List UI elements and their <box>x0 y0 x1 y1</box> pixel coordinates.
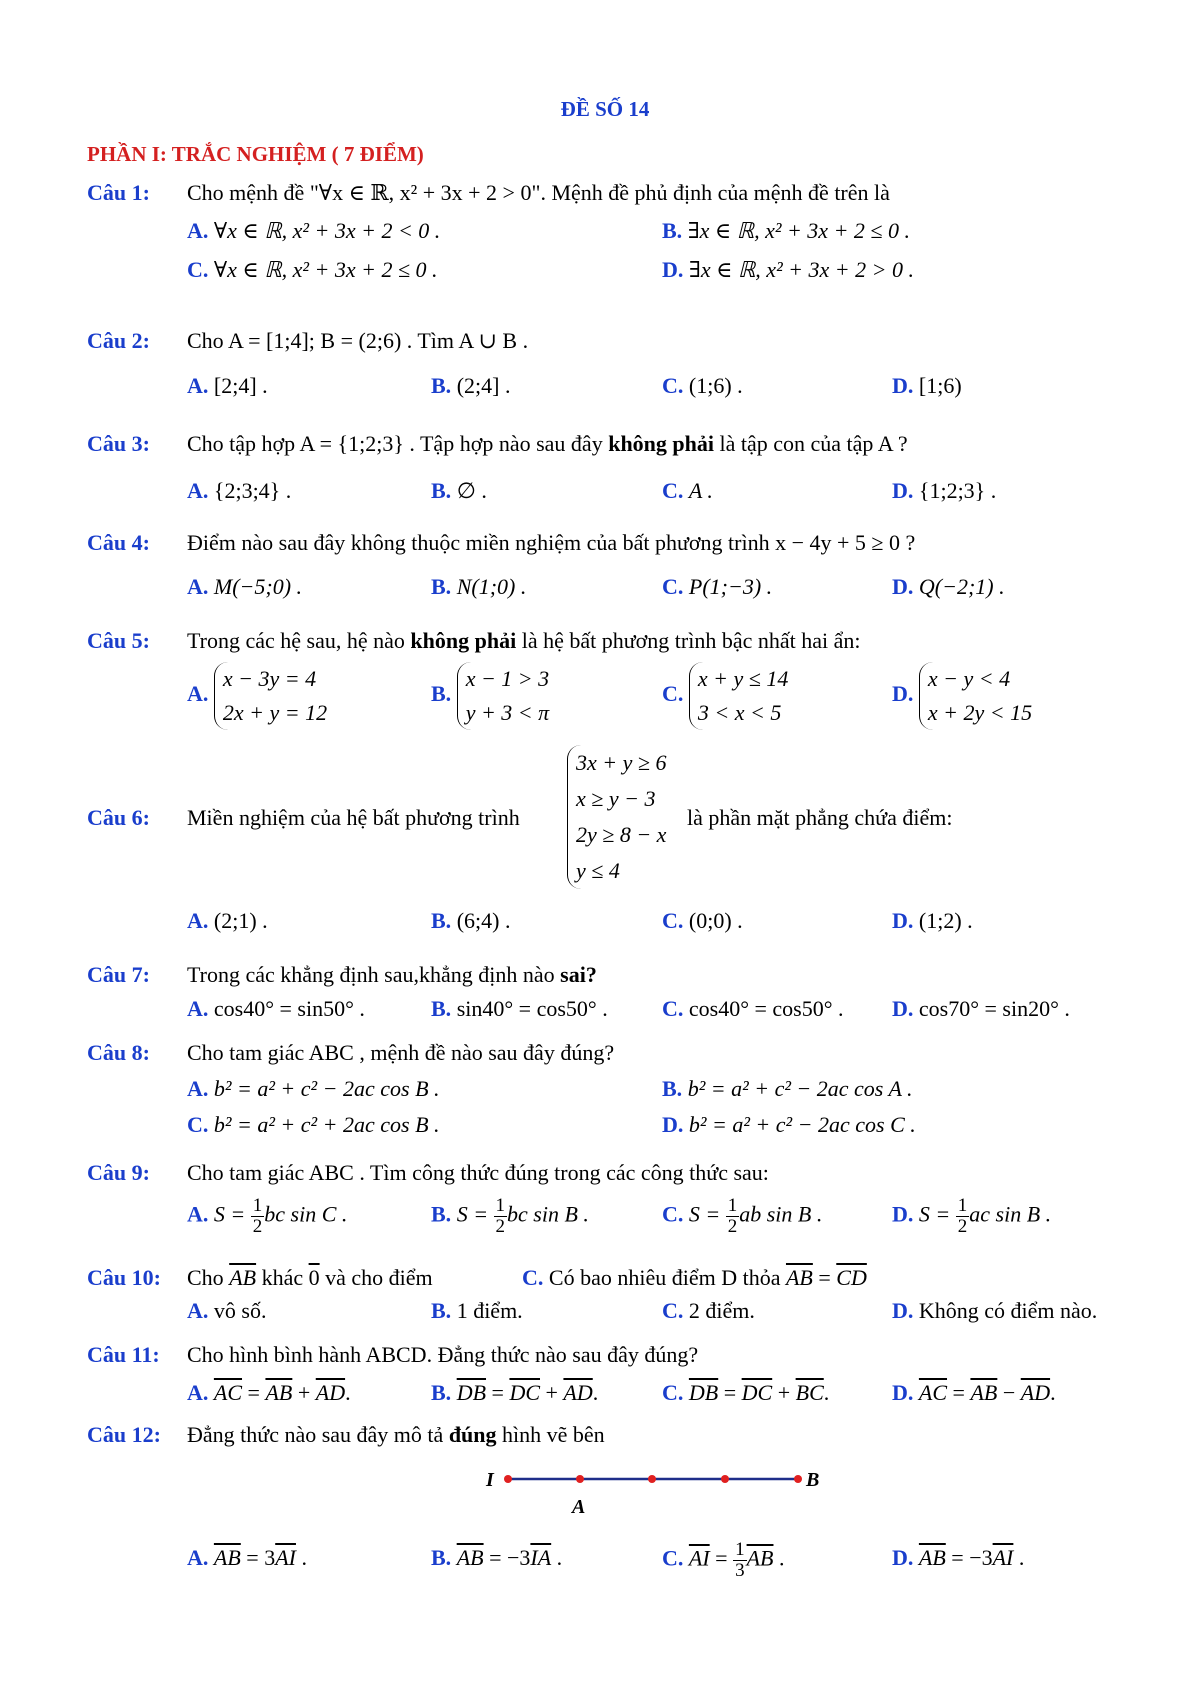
option-b[interactable]: B. sin40° = cos50° . <box>431 996 608 1021</box>
question-label: Câu 9: <box>87 1160 150 1185</box>
option-a[interactable]: A. ∀x ∈ ℝ, x² + 3x + 2 < 0 . <box>187 218 441 243</box>
option-a[interactable]: A. [2;4] . <box>187 373 268 398</box>
option-b[interactable]: B. $\overline{DB} = \overline{DC} + \overline{AD}$. <box>431 1380 599 1405</box>
option-d[interactable]: D. x − y < 4 x + 2y < 15 <box>892 662 1032 730</box>
option-d[interactable]: D. $\overline{AB} = -3\overline{AI}$ . <box>892 1545 1025 1570</box>
question-text: Điểm nào sau đây không thuộc miền nghiệm của bất phương trình x − 4y + 5 ≥ 0 ? <box>187 530 916 555</box>
option-b[interactable]: B. 1 điểm. <box>431 1298 523 1323</box>
point-mid-1 <box>648 1475 656 1483</box>
point-b <box>794 1475 802 1483</box>
question-label: Câu 2: <box>87 328 150 353</box>
equation-system: x − y < 4 x + 2y < 15 <box>919 662 1032 730</box>
option-c[interactable]: C. b² = a² + c² + 2ac cos B . <box>187 1112 440 1137</box>
option-b[interactable]: B. $\overline{AB} = -3\overline{IA}$ . <box>431 1545 563 1570</box>
option-a[interactable]: A. $\overline{AC} = \overline{AB} + \overline{AD}$. <box>187 1380 351 1405</box>
option-a[interactable]: A. {2;3;4} . <box>187 478 292 503</box>
option-c[interactable]: C. P(1;−3) . <box>662 574 773 599</box>
question-label: Câu 11: <box>87 1342 160 1367</box>
option-d[interactable]: D. b² = a² + c² − 2ac cos C . <box>662 1112 916 1137</box>
question-label: Câu 3: <box>87 431 150 456</box>
segment-diagram <box>480 1463 820 1533</box>
question-text: Cho mệnh đề "∀x ∈ ℝ, x² + 3x + 2 > 0". Mệnh đề phủ định của mệnh đề trên là <box>187 180 890 205</box>
option-d[interactable]: D. (1;2) . <box>892 908 973 933</box>
equation-system: x + y ≤ 14 3 < x < 5 <box>689 662 788 730</box>
option-c[interactable]: C. x + y ≤ 14 3 < x < 5 <box>662 662 788 730</box>
point-a <box>576 1475 584 1483</box>
option-d[interactable]: D. [1;6) <box>892 373 962 398</box>
question-text: Cho tam giác ABC , mệnh đề nào sau đây đúng? <box>187 1040 615 1065</box>
fraction: $\frac{1}{2}$ <box>727 1195 738 1237</box>
option-c[interactable]: C. ∀x ∈ ℝ, x² + 3x + 2 ≤ 0 . <box>187 257 438 282</box>
equation-system: 3x + y ≥ 6 x ≥ y − 3 2y ≥ 8 − x y ≤ 4 <box>567 745 666 889</box>
label-b: B <box>806 1469 820 1491</box>
question-label: Câu 10: <box>87 1265 161 1290</box>
option-b[interactable]: B. ∃x ∈ ℝ, x² + 3x + 2 ≤ 0 . <box>662 218 910 243</box>
point-i <box>504 1475 512 1483</box>
option-c[interactable]: C. (0;0) . <box>662 908 743 933</box>
option-d[interactable]: D. $\overline{AC} = \overline{AB} - \overline{AD}$. <box>892 1380 1056 1405</box>
option-b[interactable]: B. ∅ . <box>431 478 487 503</box>
question-text: Cho tập hợp A = {1;2;3} . Tập hợp nào sau đây không phải là tập con của tập A ? <box>187 431 908 456</box>
equation-system: x − 3y = 4 2x + y = 12 <box>214 662 327 730</box>
exam-title: ĐỀ SỐ 14 <box>560 97 650 121</box>
option-b[interactable]: B. b² = a² + c² − 2ac cos A . <box>662 1076 913 1101</box>
question-label: Câu 6: <box>87 805 150 830</box>
label-a: A <box>572 1496 586 1518</box>
question-label: Câu 8: <box>87 1040 150 1065</box>
option-b[interactable]: B. N(1;0) . <box>431 574 527 599</box>
equation-system: x − 1 > 3 y + 3 < π <box>457 662 549 730</box>
option-a[interactable]: A. x − 3y = 4 2x + y = 12 <box>187 662 327 730</box>
question-text: Đẳng thức nào sau đây mô tả đúng hình vẽ bên <box>187 1422 605 1447</box>
fraction: $\frac{1}{3}$ <box>735 1539 745 1581</box>
option-b[interactable]: B. x − 1 > 3 y + 3 < π <box>431 662 549 730</box>
option-c[interactable]: C. $\overline{AI}$ = $\frac{1}{3}$ $\overline{AB}$ . <box>662 1539 785 1581</box>
option-a[interactable]: A. vô số. <box>187 1298 267 1323</box>
question-text: Cho $\overline{AB}$ khác 0 và cho điểm <box>187 1265 433 1290</box>
option-b[interactable]: B. S = $\frac{1}{2}$ bc sin B . <box>431 1195 589 1237</box>
question-text: Miền nghiệm của hệ bất phương trình <box>187 805 520 830</box>
question-label: Câu 4: <box>87 530 150 555</box>
option-a[interactable]: A. (2;1) . <box>187 908 268 933</box>
option-c[interactable]: C. A . <box>662 478 713 503</box>
option-d[interactable]: D. Không có điểm nào. <box>892 1298 1098 1323</box>
option-a[interactable]: A. $\overline{AB} = 3\overline{AI}$ . <box>187 1545 307 1570</box>
option-a[interactable]: A. M(−5;0) . <box>187 574 303 599</box>
fraction: $\frac{1}{2}$ <box>495 1195 506 1237</box>
option-d[interactable]: D. Q(−2;1) . <box>892 574 1005 599</box>
question-text: Cho hình bình hành ABCD. Đẳng thức nào sau đây đúng? <box>187 1342 699 1367</box>
option-c[interactable]: C. $\overline{DB} = \overline{DC} + \overline{BC}$. <box>662 1380 830 1405</box>
option-c[interactable]: C. cos40° = cos50° . <box>662 996 844 1021</box>
label-i: I <box>486 1469 494 1491</box>
option-d[interactable]: D. {1;2;3} . <box>892 478 997 503</box>
question-label: Câu 5: <box>87 628 150 653</box>
point-mid-2 <box>721 1475 729 1483</box>
question-label: Câu 7: <box>87 962 150 987</box>
option-a[interactable]: A. b² = a² + c² − 2ac cos B . <box>187 1076 440 1101</box>
question-label: Câu 12: <box>87 1422 161 1447</box>
question-text: Trong các khẳng định sau,khẳng định nào sai? <box>187 962 597 987</box>
option-b[interactable]: B. (6;4) . <box>431 908 511 933</box>
option-d[interactable]: D. S = $\frac{1}{2}$ ac sin B . <box>892 1195 1052 1237</box>
fraction: $\frac{1}{2}$ <box>957 1195 968 1237</box>
question-text: Cho A = [1;4]; B = (2;6) . Tìm A ∪ B . <box>187 328 529 353</box>
option-c[interactable]: C. (1;6) . <box>662 373 743 398</box>
option-d[interactable]: D. cos70° = sin20° . <box>892 996 1070 1021</box>
option-c[interactable]: C. 2 điểm. <box>662 1298 755 1323</box>
question-text: Cho tam giác ABC . Tìm công thức đúng trong các công thức sau: <box>187 1160 769 1185</box>
option-a[interactable]: A. cos40° = sin50° . <box>187 996 365 1021</box>
question-subtext: C. Có bao nhiêu điểm D thỏa $\overline{AB} = \overline{CD}$ <box>522 1265 867 1290</box>
option-a[interactable]: A. S = $\frac{1}{2}$ bc sin C . <box>187 1195 348 1237</box>
option-b[interactable]: B. (2;4] . <box>431 373 511 398</box>
question-text-end: là phần mặt phẳng chứa điểm: <box>687 805 953 830</box>
fraction: $\frac{1}{2}$ <box>252 1195 263 1237</box>
section-heading: PHẦN I: TRẮC NGHIỆM ( 7 ĐIỂM) <box>87 142 424 166</box>
option-c[interactable]: C. S = $\frac{1}{2}$ ab sin B . <box>662 1195 823 1237</box>
question-label: Câu 1: <box>87 180 150 205</box>
question-text: Trong các hệ sau, hệ nào không phải là hệ bất phương trình bậc nhất hai ẩn: <box>187 628 861 653</box>
option-d[interactable]: D. ∃x ∈ ℝ, x² + 3x + 2 > 0 . <box>662 257 914 282</box>
